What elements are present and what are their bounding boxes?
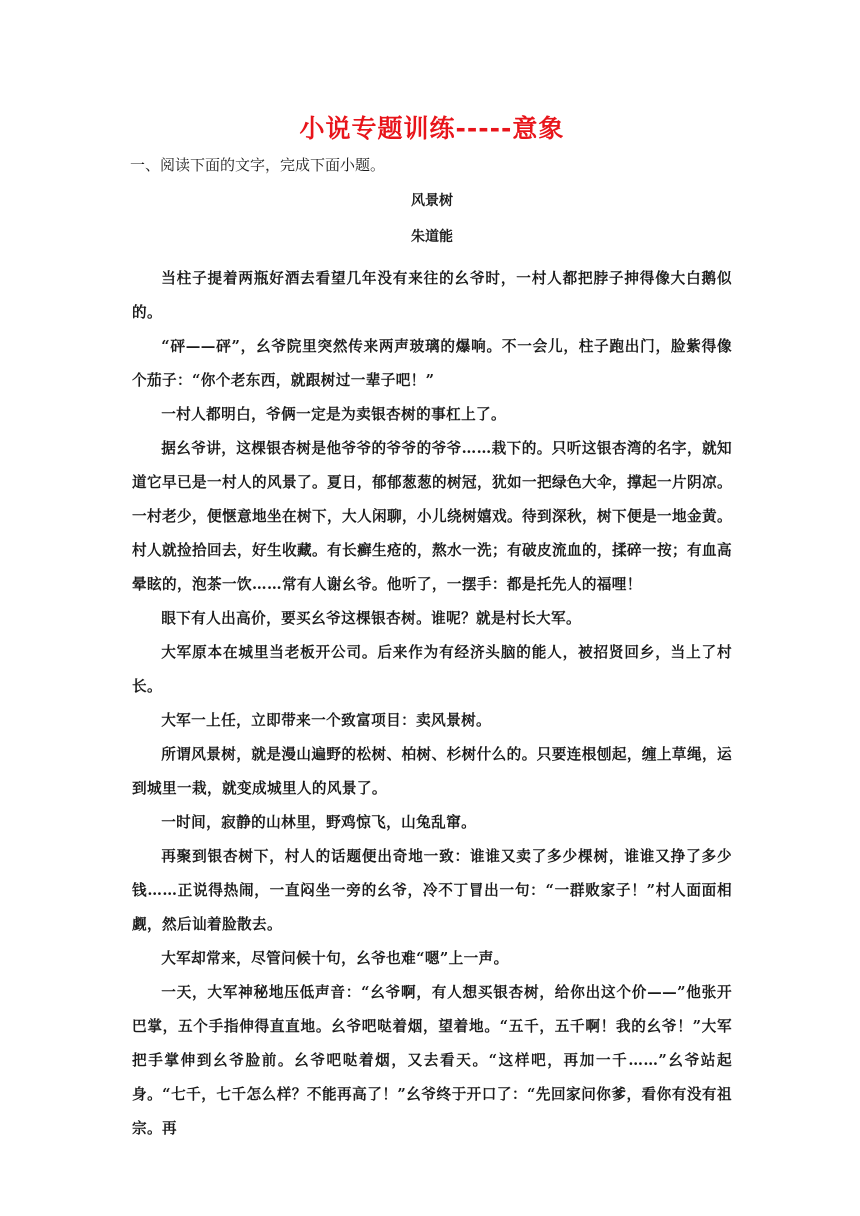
paragraph: 所谓风景树，就是漫山遍野的松树、柏树、杉树什么的。只要连根刨起，缠上草绳，运到城里一栽，就变成城里人的风景了。 xyxy=(132,746,732,797)
paragraph: 眼下有人出高价，要买幺爷这棵银杏树。谁呢？就是村长大军。 xyxy=(161,610,582,627)
paragraph: 大军原本在城里当老板开公司。后来作为有经济头脑的能人，被招贤回乡，当上了村长。 xyxy=(132,644,732,695)
paragraph: 一时间，寂静的山林里，野鸡惊飞，山兔乱窜。 xyxy=(161,814,477,831)
document-page xyxy=(132,112,732,1146)
story-body xyxy=(132,262,732,1146)
paragraph: 再聚到银杏树下，村人的话题便出奇地一致：谁谁又卖了多少棵树，谁谁又挣了多少钱……正说得热闹，一直闷坐一旁的幺爷，冷不丁冒出一句：“一群败家子！”村人面面相觑，然后讪着脸散去。 xyxy=(132,848,732,933)
story-title: 风景树 xyxy=(411,193,453,209)
story-author: 朱道能 xyxy=(411,229,453,245)
paragraph: 大军一上任，立即带来一个致富项目：卖风景树。 xyxy=(161,712,492,729)
paragraph: 大军却常来，尽管问候十句，幺爷也难“嗯”上一声。 xyxy=(161,950,509,967)
paragraph: “砰——砰”，幺爷院里突然传来两声玻璃的爆响。不一会儿，柱子跑出门，脸紫得像个茄子：“你个老东西，就跟树过一辈子吧！” xyxy=(132,338,732,389)
document-title: 小说专题训练-----意象 xyxy=(299,114,565,143)
paragraph: 据幺爷讲，这棵银杏树是他爷爷的爷爷的爷爷……栽下的。只听这银杏湾的名字，就知道它早已是一村人的风景了。夏日，郁郁葱葱的树冠，犹如一把绿色大伞，撑起一片阴凉。一村老少，便惬意地坐在树下，大人闲聊，小儿绕树嬉戏。待到深秋，树下便是一地金黄。村人就捡拾回去，好生收藏。有长癣生疮的，熬水一洗；有破皮流血的，揉碎一按；有血高晕眩的，泡茶一饮……常有人谢幺爷。他听了，一摆手：都是托先人的福哩！ xyxy=(132,440,732,593)
section-heading: 一、阅读下面的文字，完成下面小题。 xyxy=(130,156,386,174)
paragraph: 当柱子提着两瓶好酒去看望几年没有来往的幺爷时，一村人都把脖子抻得像大白鹅似的。 xyxy=(132,270,732,321)
paragraph: 一村人都明白，爷俩一定是为卖银杏树的事杠上了。 xyxy=(161,406,507,423)
paragraph: 一天，大军神秘地压低声音：“幺爷啊，有人想买银杏树，给你出这个价——”他张开巴掌，五个手指伸得直直地。幺爷吧哒着烟，望着地。“五千，五千啊！我的幺爷！”大军把手掌伸到幺爷脸前。幺爷吧哒着烟，又去看天。“这样吧，再加一千……”幺爷站起身。“七千，七千怎么样？不能再高了！”幺爷终于开口了：“先回家问你爹，看你有没有祖宗。再 xyxy=(132,984,732,1137)
